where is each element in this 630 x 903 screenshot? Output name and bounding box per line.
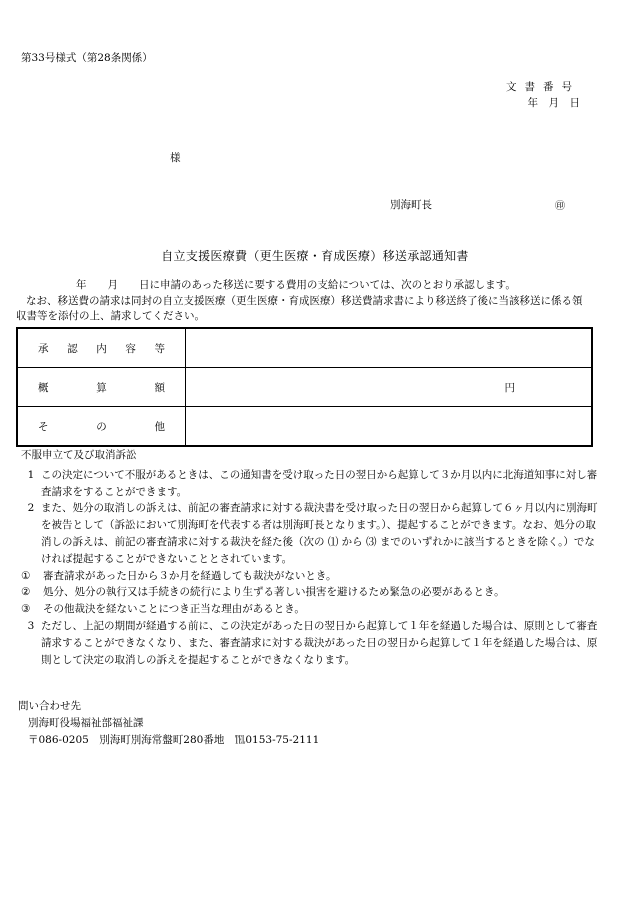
list-item: 1 この決定について不服があるときは、この通知書を受け取った日の翌日から起算して３か月以内に北海道知事に対し審査請求をすることができます。 — [27, 468, 598, 498]
table-row — [17, 407, 592, 447]
list-item: ③ その他裁決を経ないことにつき正当な理由があるとき。 — [21, 603, 305, 616]
row-label: 承認内容等 — [17, 328, 186, 368]
yen-unit: 円 — [504, 382, 515, 394]
issuer-name: 別海町長 — [390, 199, 432, 211]
document-title: 自立支援医療費（更生医療・育成医療）移送承認通知書 — [161, 249, 469, 263]
addressee-suffix: 様 — [170, 152, 181, 164]
list-item: ② 処分、処分の執行又は手続きの続行により生ずる著しい損害を避けるため緊急の必要があるとき。 — [21, 586, 505, 599]
list-item: ① 審査請求があった日から３か月を経過しても裁決がないとき。 — [21, 569, 337, 582]
row-value — [186, 407, 593, 447]
date-line: 年 月 日 — [527, 97, 580, 109]
notice-body — [16, 278, 590, 325]
document-number-label: 文書番号 — [506, 81, 580, 93]
document-meta — [506, 79, 580, 111]
appeal-heading: 不服申立て及び取消訴訟 — [21, 449, 137, 461]
notice-paragraph-2: なお、移送費の請求は同封の自立支援医療（更生医療・育成医療）移送費請求書により移送終了後に当該移送に係る領収書等を添付の上、請求してください。 — [16, 294, 583, 322]
list-item: 2 また、処分の取消しの訴えは、前記の審査請求に対する裁決書を受け取った日の翌日から起算して６ヶ月以内に別海町を被告として（訴訟において別海町を代表する者は別海町長となります。）、提起することができます。なお、処分の取消しの訴えは、前記の審査請求に対する裁決を経た後（次の ⑴ から ⑶ までのいずれかに該当するときを除く。）でなければ提起することができないこととされています。 — [27, 502, 598, 565]
table-row — [17, 328, 592, 368]
notice-paragraph-1: 年 月 日に申請のあった移送に要する費用の支給については、次のとおり承認します。 — [76, 279, 516, 291]
row-value — [186, 368, 593, 407]
contact-address: 〒086-0205 別海町別海常盤町280番地 ℡0153-75-2111 — [28, 734, 320, 746]
contact-office: 別海町役場福祉部福祉課 — [28, 717, 144, 729]
form-number: 第33号様式（第28条関係） — [21, 52, 153, 64]
row-value — [186, 328, 593, 368]
contact-info — [18, 698, 319, 749]
seal-mark: ㊞ — [555, 201, 565, 212]
list-item: 3 ただし、上記の期間が経過する前に、この決定があった日の翌日から起算して１年を経過した場合は、原則として審査請求することができなくなり、また、審査請求に対する裁決があった日の翌日から起算して１年を経過した場合は、原則として決定の取消しの訴えを提起することができなくなります。 — [27, 619, 598, 666]
row-label: 概算額 — [17, 368, 186, 407]
appeal-notice — [21, 447, 601, 668]
row-label: その他 — [17, 407, 186, 447]
contact-heading: 問い合わせ先 — [18, 700, 81, 712]
table-row — [17, 368, 592, 407]
approval-table — [16, 327, 593, 447]
